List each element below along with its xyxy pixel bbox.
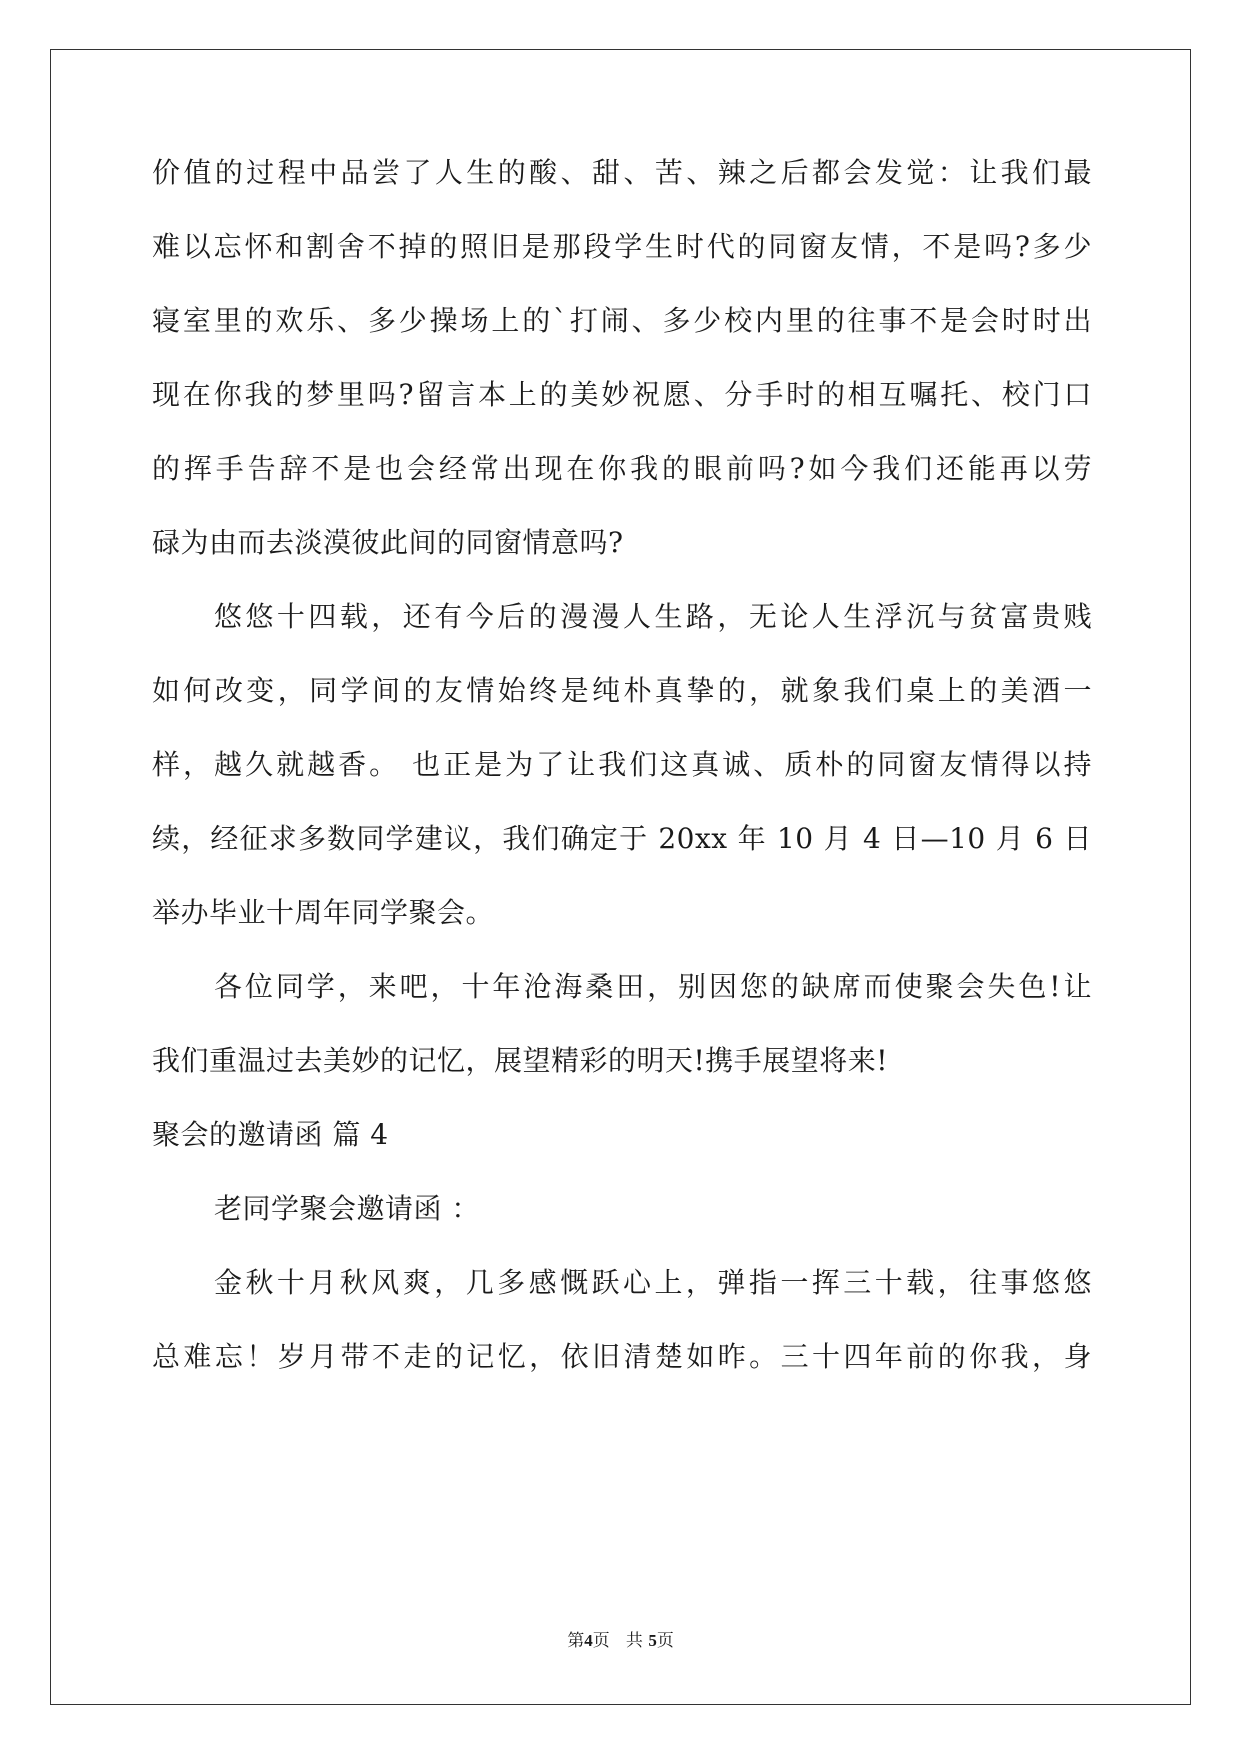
footer-total-unit: 页 — [656, 1631, 674, 1651]
text-line: 我们重温过去美妙的记忆，展望精彩的明天!携手展望将来! — [152, 1044, 889, 1077]
text-line: 价值的过程中品尝了人生的酸、甜、苦、辣之后都会发觉：让我们最 — [152, 156, 1092, 189]
paragraph-first-line: 各位同学，来吧，十年沧海桑田，别因您的缺席而使聚会失色!让 — [214, 970, 1092, 1003]
section-heading: 聚会的邀请函 篇 4 — [152, 1118, 389, 1151]
text-line: 的挥手告辞不是也会经常出现在你我的眼前吗?如今我们还能再以劳 — [152, 452, 1092, 485]
paragraph-first-line: 悠悠十四载，还有今后的漫漫人生路，无论人生浮沉与贫富贵贱 — [214, 600, 1092, 633]
page-footer — [0, 1629, 1241, 1653]
text-line: 难以忘怀和割舍不掉的照旧是那段学生时代的同窗友情，不是吗?多少 — [152, 230, 1092, 263]
text-line: 现在你我的梦里吗?留言本上的美妙祝愿、分手时的相互嘱托、校门口 — [152, 378, 1092, 411]
text-line: 碌为由而去淡漠彼此间的同窗情意吗? — [152, 526, 624, 559]
page-border — [50, 49, 1191, 1705]
text-line: 如何改变，同学间的友情始终是纯朴真挚的，就象我们桌上的美酒一 — [152, 674, 1092, 707]
text-line: 举办毕业十周年同学聚会。 — [152, 896, 495, 929]
footer-total-prefix: 共 — [625, 1631, 643, 1651]
paragraph-first-line: 金秋十月秋风爽，几多感慨跃心上，弹指一挥三十载，往事悠悠 — [214, 1266, 1092, 1299]
text-line: 续，经征求多数同学建议，我们确定于 20xx 年 10 月 4 日—10 月 6 日 — [152, 822, 1092, 855]
text-line: 样，越久就越香。 也正是为了让我们这真诚、质朴的同窗友情得以持 — [152, 748, 1092, 781]
text-line: 寝室里的欢乐、多少操场上的`打闹、多少校内里的往事不是会时时出 — [152, 304, 1092, 337]
footer-prefix: 第 — [567, 1631, 585, 1651]
total-pages-number: 5 — [648, 1631, 657, 1650]
letter-salutation: 老同学聚会邀请函 ： — [214, 1192, 480, 1225]
current-page-number: 4 — [584, 1631, 593, 1650]
footer-page-unit: 页 — [592, 1631, 610, 1651]
text-line: 总难忘！岁月带不走的记忆，依旧清楚如昨。三十四年前的你我，身 — [152, 1340, 1092, 1373]
